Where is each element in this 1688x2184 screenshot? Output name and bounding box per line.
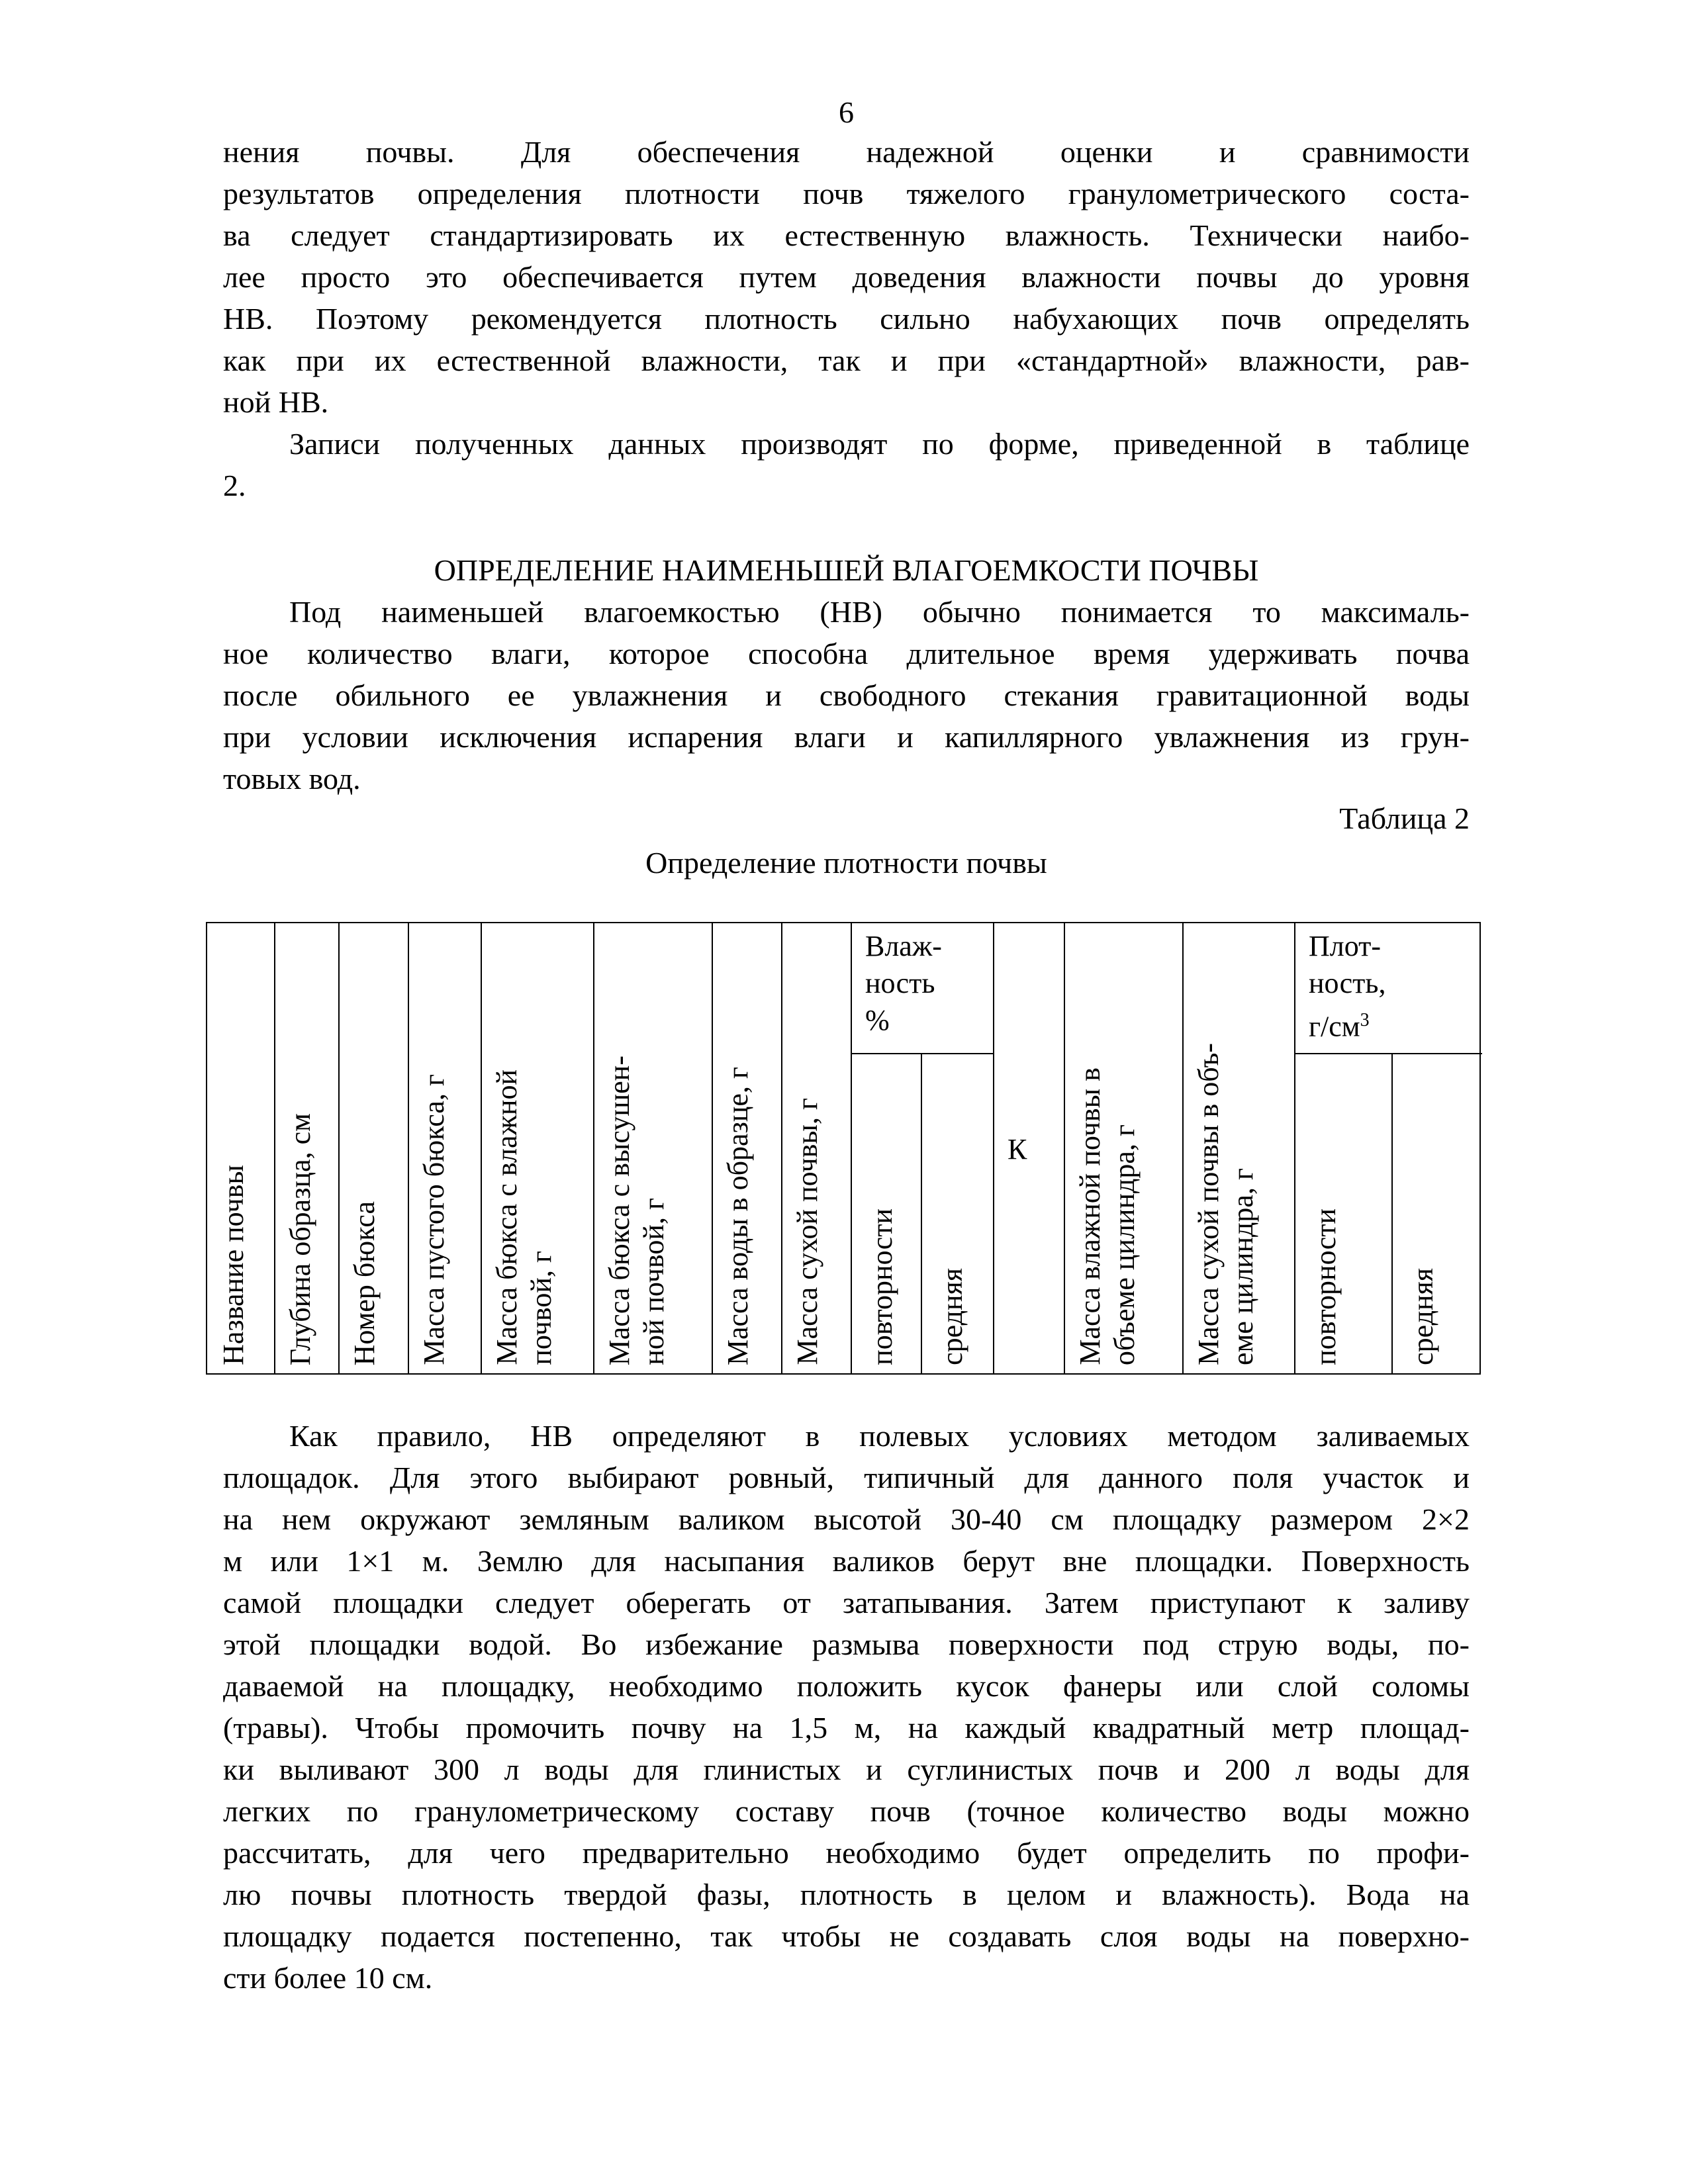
header-dry-soil-mass: Масса сухой почвы, г: [791, 1098, 823, 1365]
header-density-repeats: повторности: [1309, 1208, 1342, 1365]
text-line: Под наименьшей влагоемкостью (НВ) обычно понимается то максималь-: [289, 595, 1470, 629]
header-dry-soil-cylinder: еме цилиндра, г: [1227, 1167, 1259, 1365]
header-empty-box-mass: Масса пустого бюкса, г: [418, 1074, 450, 1365]
header-moisture-average: средняя: [936, 1268, 968, 1365]
header-density: [1309, 929, 1381, 964]
text-line: (травы). Чтобы промочить почву на 1,5 м, на каждый квадратный метр площад-: [223, 1711, 1470, 1745]
header-k: К: [1008, 1133, 1027, 1165]
column-divider: [338, 923, 340, 1373]
column-divider: [408, 923, 409, 1373]
header-wet-soil-cylinder: Масса влажной почвы в: [1074, 1068, 1106, 1365]
header-density: [1309, 1003, 1370, 1045]
column-divider: [851, 923, 852, 1373]
text-line: этой площадки водой. Во избежание размыва поверхности под струю воды, по-: [223, 1627, 1470, 1661]
text-line: м или 1×1 м. Землю для насыпания валиков берут вне площадки. Поверхность: [223, 1544, 1470, 1578]
header-density-text: г/см: [1309, 1010, 1360, 1043]
text-line: Записи полученных данных производят по форме, приведенной в таблице: [289, 427, 1470, 461]
header-box-number: Номер бюкса: [348, 1201, 381, 1365]
header-wet-soil-cylinder: объеме цилиндра, г: [1108, 1124, 1141, 1365]
row-divider: [851, 1053, 993, 1054]
header-box-wet-soil-mass: почвой, г: [525, 1251, 557, 1365]
text-line: ва следует стандартизировать их естественную влажность. Технически наибо-: [223, 218, 1470, 252]
header-density-text: ность,: [1309, 967, 1386, 999]
text-line: как при их естественной влажности, так и при «стандартной» влажности, рав-: [223, 343, 1470, 377]
text-line: после обильного ее увлажнения и свободного стекания гравитационной воды: [223, 678, 1470, 712]
page-number: 6: [839, 95, 854, 129]
header-soil-name: Название почвы: [217, 1165, 250, 1365]
superscript: 3: [1360, 1010, 1370, 1030]
column-divider: [993, 923, 994, 1373]
text-line: товых вод.: [223, 762, 361, 796]
header-box-dry-soil-mass: ной почвой, г: [637, 1198, 670, 1365]
column-divider: [712, 923, 713, 1373]
table-caption: Определение плотности почвы: [645, 846, 1047, 880]
column-divider: [1064, 923, 1065, 1373]
text-line: лее просто это обеспечивается путем доведения влажности почвы до уровня: [223, 260, 1470, 294]
column-divider: [921, 1053, 922, 1373]
text-line: самой площадки следует оберегать от затапывания. Затем приступают к заливу: [223, 1586, 1470, 1619]
text-line: 2.: [223, 469, 246, 502]
table-label: Таблица 2: [1339, 801, 1470, 835]
text-line: Как правило, НВ определяют в полевых условиях методом заливаемых: [289, 1419, 1470, 1453]
header-moisture-repeats: повторности: [866, 1208, 898, 1365]
text-line: сти более 10 см.: [223, 1961, 433, 1995]
header-moisture: ность: [865, 967, 935, 999]
text-line: ки выливают 300 л воды для глинистых и суглинистых почв и 200 л воды для: [223, 1752, 1470, 1786]
text-line: даваемой на площадку, необходимо положить кусок фанеры или слой соломы: [223, 1669, 1470, 1703]
text-line: нения почвы. Для обеспечения надежной оценки и сравнимости: [223, 135, 1470, 169]
text-line: ное количество влаги, которое способна длительное время удерживать почва: [223, 637, 1470, 670]
header-density-average: средняя: [1407, 1268, 1439, 1365]
text-line: НВ. Поэтому рекомендуется плотность сильно набухающих почв определять: [223, 302, 1470, 336]
section-heading: ОПРЕДЕЛЕНИЕ НАИМЕНЬШЕЙ ВЛАГОЕМКОСТИ ПОЧВЫ: [434, 553, 1259, 587]
text-line: рассчитать, для чего предварительно необходимо будет определить по профи-: [223, 1836, 1470, 1870]
data-table: [206, 922, 1481, 1375]
header-box-wet-soil-mass: Масса бюкса с влажной: [491, 1069, 523, 1365]
row-divider: [1294, 1053, 1482, 1054]
header-depth: Глубина образца, см: [284, 1113, 316, 1365]
column-divider: [781, 923, 782, 1373]
header-box-dry-soil-mass: Масса бюкса с высушен-: [603, 1055, 635, 1365]
header-dry-soil-cylinder: Масса сухой почвы в объ-: [1192, 1043, 1225, 1365]
text-line: площадку подается постепенно, так чтобы не создавать слоя воды на поверхно-: [223, 1919, 1470, 1953]
column-divider: [1182, 923, 1184, 1373]
header-moisture: Влаж-: [865, 930, 942, 962]
text-line: ной НВ.: [223, 385, 329, 419]
text-line: площадок. Для этого выбирают ровный, типичный для данного поля участок и: [223, 1461, 1470, 1494]
header-water-mass: Масса воды в образце, г: [722, 1066, 754, 1365]
header-density-text: Плот-: [1309, 930, 1382, 962]
text-line: результатов определения плотности почв тяжелого гранулометрического соста-: [223, 177, 1470, 210]
column-divider: [1294, 923, 1295, 1373]
text-line: легких по гранулометрическому составу почв (точное количество воды можно: [223, 1794, 1470, 1828]
header-density: [1309, 966, 1385, 1001]
column-divider: [481, 923, 482, 1373]
text-line: при условии исключения испарения влаги и капиллярного увлажнения из грун-: [223, 720, 1470, 754]
text-line: лю почвы плотность твердой фазы, плотность в целом и влажность). Вода на: [223, 1878, 1470, 1911]
text-line: на нем окружают земляным валиком высотой 30-40 см площадку размером 2×2: [223, 1502, 1470, 1536]
column-divider: [1391, 1053, 1393, 1373]
column-divider: [274, 923, 275, 1373]
column-divider: [593, 923, 594, 1373]
header-moisture: %: [865, 1004, 890, 1036]
